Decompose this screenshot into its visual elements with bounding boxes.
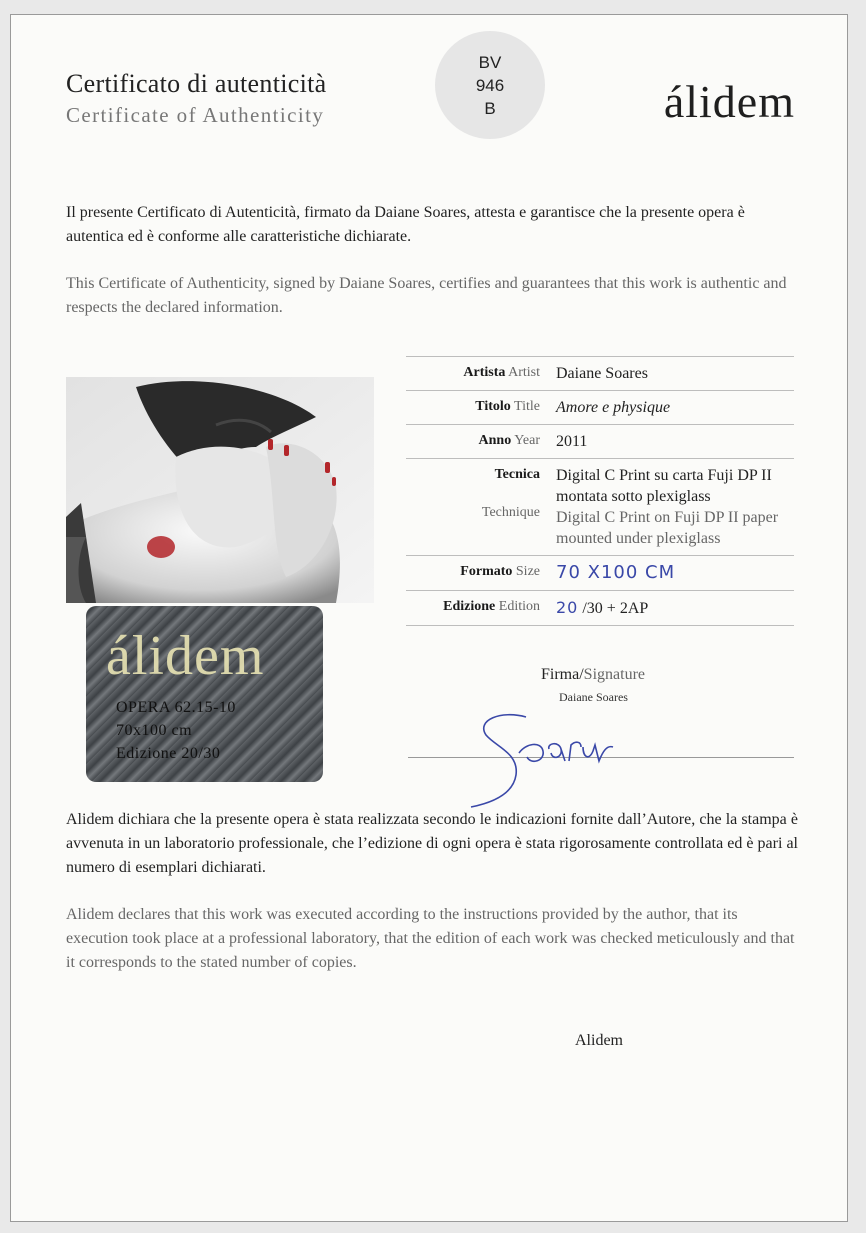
label-edition-it: Edizione — [443, 599, 496, 614]
signature-label — [541, 666, 645, 684]
hologram-sticker — [86, 606, 323, 782]
signature-label-it: Firma/ — [541, 666, 584, 683]
stamp-line-2: 946 — [475, 75, 505, 95]
row-title — [406, 391, 794, 425]
row-year — [406, 425, 794, 459]
row-technique — [406, 459, 794, 556]
intro-italian: Il presente Certificato di Autenticità, firmato da Daiane Soares, attesta e garantisce che la presente opera è autentica ed è conforme alle caratteristiche dichiarate. — [66, 204, 745, 245]
hologram-logo: álidem — [106, 625, 265, 687]
label-size-it: Formato — [460, 564, 513, 579]
label-title-en: Title — [514, 399, 540, 414]
value-artist: Daiane Soares — [548, 357, 794, 391]
title-english: Certificate of Authenticity — [66, 103, 325, 127]
declaration-italian: Alidem dichiara che la presente opera è stata realizzata secondo le indicazioni fornite dall’Autore, che la stampa è avvenuta in un laboratorio professionale, che l’edizione di ogni opera è stata rigorosamente controllata ed è pari al numero di esemplari dichiarati. — [66, 811, 798, 876]
artwork-photo — [66, 377, 374, 603]
declaration-english: Alidem declares that this work was executed according to the instructions provided by the author, that its execution took place at a professional laboratory, that the edition of each work was checked meticulously and that it corresponds to the stated number of copies. — [66, 906, 795, 971]
label-technique-en: Technique — [481, 505, 540, 520]
label-artist-it: Artista — [463, 365, 506, 380]
value-edition-total: /30 + 2AP — [582, 600, 649, 617]
hologram-opera: OPERA 62.15-10 — [116, 699, 236, 716]
label-size-en: Size — [515, 564, 540, 579]
artwork-photo-image — [66, 377, 374, 603]
label-year-en: Year — [514, 433, 540, 448]
alidem-logo: álidem — [663, 76, 795, 127]
value-technique-it: Digital C Print su carta Fuji DP II montata sotto plexiglass — [556, 467, 772, 505]
row-size — [406, 556, 794, 591]
row-edition — [406, 591, 794, 626]
value-size-handwritten: 70 X100 CM — [556, 562, 676, 583]
label-year-it: Anno — [478, 433, 512, 448]
hologram-edition: Edizione 20/30 — [116, 745, 221, 762]
stamp-line-3: B — [484, 98, 496, 118]
title-italian: Certificato di autenticità — [66, 69, 327, 98]
signature-label-en: Signature — [583, 666, 645, 683]
intro-english: This Certificate of Authenticity, signed by Daiane Soares, certifies and guarantees that this work is authentic and respects the declared information. — [66, 275, 787, 316]
hologram-size: 70x100 cm — [116, 722, 193, 739]
label-technique-it: Tecnica — [494, 467, 540, 482]
artwork-details-table — [406, 356, 794, 626]
label-artist-en: Artist — [508, 365, 540, 380]
value-technique-en: Digital C Print on Fuji DP II paper mounted under plexiglass — [556, 509, 779, 547]
label-title-it: Titolo — [475, 399, 511, 414]
reference-stamp — [435, 31, 545, 139]
handwritten-signature — [431, 705, 651, 815]
certificate-page — [10, 14, 848, 1222]
label-edition-en: Edition — [498, 599, 540, 614]
row-artist — [406, 357, 794, 391]
value-year: 2011 — [548, 425, 794, 459]
stamp-line-1: BV — [478, 52, 502, 72]
signer-name: Daiane Soares — [559, 690, 628, 704]
issuer-name: Alidem — [575, 1032, 623, 1049]
value-edition-number: 20 — [556, 598, 579, 617]
value-title: Amore e physique — [548, 391, 794, 425]
